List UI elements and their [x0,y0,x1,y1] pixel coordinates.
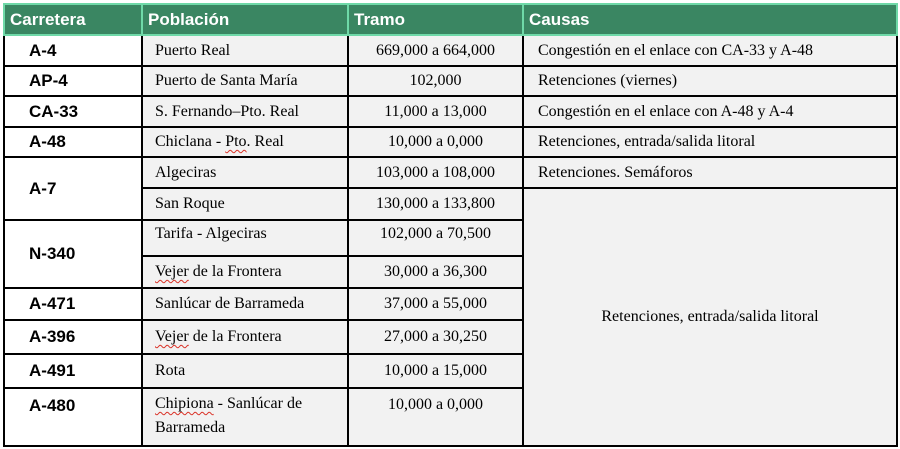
tramo-cell: 30,000 a 36,300 [348,256,523,288]
town-cell: S. Fernando–Pto. Real [142,96,348,127]
road-cell: A-471 [4,288,142,320]
header-row [4,4,897,35]
table-row [4,66,897,96]
tramo-cell: 37,000 a 55,000 [348,288,523,320]
tramo-cell: 102,000 [348,66,523,96]
town-text-flagged: Vejer [155,328,189,345]
merged-cause-cell: Retenciones, entrada/salida litoral [523,188,897,446]
town-cell [142,127,348,157]
tramo-cell: 102,000 a 70,500 [348,220,523,256]
town-text: - Sanlúcar de Barrameda [155,395,303,436]
road-cell: A-480 [4,388,142,446]
town-cell: Tarifa - Algeciras [142,220,348,256]
town-cell: Sanlúcar de Barrameda [142,288,348,320]
cause-cell: Congestión en el enlace con A-48 y A-4 [523,96,897,127]
tramo-cell: 10,000 a 15,000 [348,354,523,388]
town-text: de la Frontera [188,328,282,345]
town-cell: San Roque [142,188,348,220]
town-text-flagged: Vejer [155,263,189,280]
tramo-cell: 669,000 a 664,000 [348,35,523,66]
table-row [4,157,897,188]
town-text-flagged: Chipiona [155,395,214,412]
town-cell: Algeciras [142,157,348,188]
town-cell: Puerto de Santa María [142,66,348,96]
header-poblacion: Población [142,4,348,35]
cause-cell: Retenciones, entrada/salida litoral [523,127,897,157]
town-cell [142,388,348,446]
table-row [4,35,897,66]
road-cell: CA-33 [4,96,142,127]
road-cell: N-340 [4,220,142,288]
town-text: Chiclana - [155,133,226,150]
town-cell: Rota [142,354,348,388]
table-row [4,96,897,127]
tramo-cell: 130,000 a 133,800 [348,188,523,220]
town-text-flagged: Pto [225,133,247,150]
town-cell: Puerto Real [142,35,348,66]
cause-cell: Retenciones. Semáforos [523,157,897,188]
town-cell [142,320,348,354]
tramo-cell: 27,000 a 30,250 [348,320,523,354]
town-text: . Real [246,133,284,150]
tramo-cell: 10,000 a 0,000 [348,127,523,157]
road-cell: AP-4 [4,66,142,96]
roads-table [3,3,898,447]
town-cell [142,256,348,288]
tramo-cell: 11,000 a 13,000 [348,96,523,127]
table-row [4,127,897,157]
road-cell: A-4 [4,35,142,66]
tramo-cell: 10,000 a 0,000 [348,388,523,446]
road-cell: A-396 [4,320,142,354]
road-cell: A-491 [4,354,142,388]
cause-cell: Retenciones (viernes) [523,66,897,96]
tramo-cell: 103,000 a 108,000 [348,157,523,188]
cause-cell: Congestión en el enlace con CA-33 y A-48 [523,35,897,66]
road-cell: A-48 [4,127,142,157]
header-causas: Causas [523,4,897,35]
header-carretera: Carretera [4,4,142,35]
header-tramo: Tramo [348,4,523,35]
road-cell: A-7 [4,157,142,220]
town-text: de la Frontera [188,263,282,280]
